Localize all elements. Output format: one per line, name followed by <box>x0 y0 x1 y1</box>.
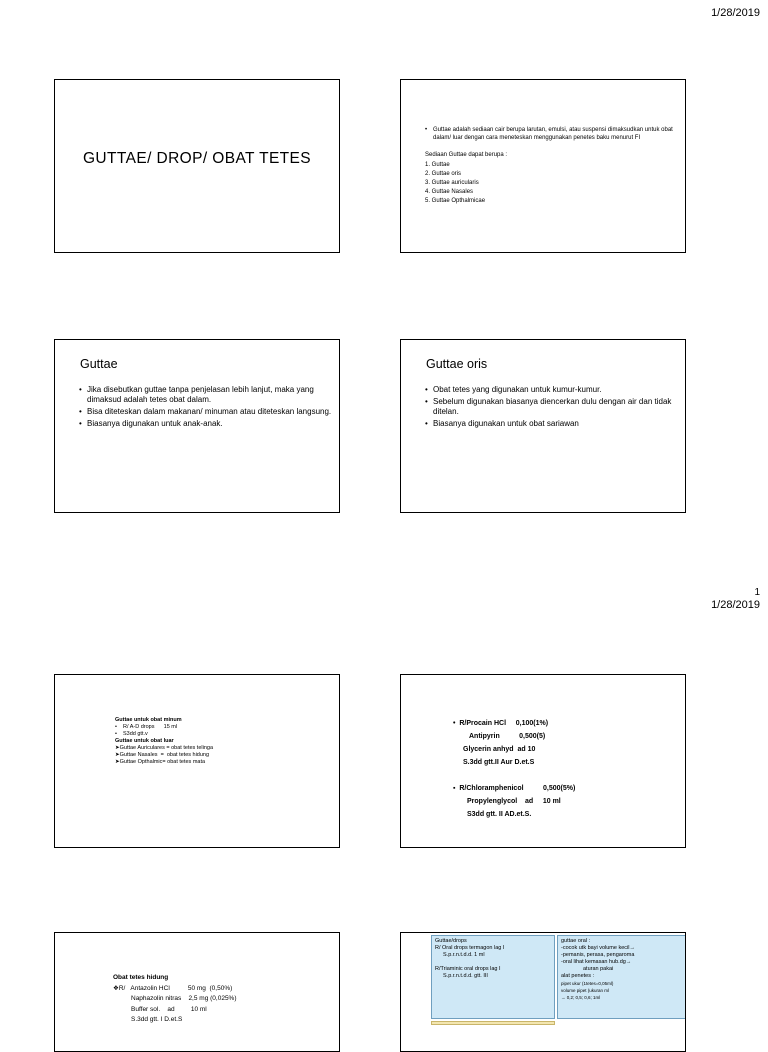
box-line: -pemanis, perasa, pengaroma <box>561 952 635 958</box>
box-line: pipet ukur (1tetes=0,05ml) <box>561 981 614 986</box>
recipe-line: • R/Procain HCl 0,100(1%) <box>453 720 549 727</box>
diamond-bullet-icon: ❖ <box>113 984 119 992</box>
box-line: S.p.r.n.t.d.d. 1 ml <box>443 952 485 958</box>
box-line: -cocok utk bayi volume kecil→ <box>561 945 635 951</box>
list-item: • Biasanya digunakan untuk anak-anak. <box>79 419 335 429</box>
slide-guttae-oris <box>400 339 686 513</box>
slide-4-title: Guttae oris <box>426 357 488 371</box>
arrow-right-icon: → <box>625 959 632 965</box>
list-item: 5. Guttae Opthalmicae <box>425 197 486 204</box>
list-item: ➤Guttae Auriculares = obat tetes telinga <box>115 745 214 751</box>
recipe-line: S3dd gtt. II AD.et.S. <box>467 811 532 818</box>
arrow-icon: ➤ <box>115 745 120 751</box>
list-item: 2. Guttae oris <box>425 170 462 177</box>
page-date-mid: 1/28/2019 <box>711 599 760 611</box>
slide-guttae-uses <box>54 674 340 848</box>
box-line: volume pipet (ukuran ml <box>561 988 610 993</box>
slide-nasal-drops <box>54 932 340 1052</box>
recipe-line: S.3dd gtt. I D.et.S <box>131 1016 183 1023</box>
list-item: • R/ A-D drops 15 ml <box>115 724 335 731</box>
box-line: guttae oral : <box>561 938 591 944</box>
page-date-top: 1/28/2019 <box>711 7 760 19</box>
recipe-line: Antipyrin 0,500(5) <box>469 733 546 740</box>
list-item: • S3dd gtt.v <box>115 731 335 738</box>
recipe-line: Naphazolin nitras 2,5 mg (0,025%) <box>131 995 237 1002</box>
slide-7-heading: Obat tetes hidung <box>113 974 169 981</box>
slide-guttae <box>54 339 340 513</box>
list-item: ➤Guttae Nasales = obat tetes hidung <box>115 752 210 758</box>
list-item: ➤Guttae Opthalmic= obat tetes mata <box>115 759 206 765</box>
slide-5-heading-internal: Guttae untuk obat minum <box>115 717 182 723</box>
box-line: aturan pakai <box>583 966 614 972</box>
box-line: Guttae/drops <box>435 938 467 944</box>
box-line: alat penetes : <box>561 973 595 979</box>
oral-drops-examples-box <box>431 935 555 1019</box>
oral-drops-notes-box <box>557 935 686 1019</box>
arrow-icon: ➤ <box>115 759 120 765</box>
arrow-right-icon: → <box>561 995 566 1000</box>
page-number: 1 <box>754 587 760 598</box>
slide-2-list-heading: Sediaan Guttae dapat berupa : <box>425 152 508 158</box>
list-item: • Jika disebutkan guttae tanpa penjelasan lebih lanjut, maka yang dimaksud adalah tetes obat dalam. <box>79 385 335 405</box>
arrow-right-icon: → <box>629 945 635 951</box>
slide-2-list <box>425 161 677 206</box>
box-line: R/Triaminic oral drops lag I <box>435 966 501 972</box>
list-item: • Biasanya digunakan untuk obat sariawan <box>425 419 681 429</box>
arrow-icon: ➤ <box>115 752 120 758</box>
list-item: • Sebelum digunakan biasanya diencerkan dulu dengan air dan tidak ditelan. <box>425 397 681 417</box>
recipe-line: S.3dd gtt.II Aur D.et.S <box>463 759 535 766</box>
slide-8-bottom-bar <box>431 1021 555 1025</box>
list-item: 1. Guttae <box>425 161 450 168</box>
slide-ear-drops <box>400 674 686 848</box>
slide-title <box>54 79 340 253</box>
box-line: → 0,2; 0,5; 0,6; 1ml <box>561 995 601 1000</box>
slide-2-bullet: • Guttae adalah sediaan cair berupa larutan, emulsi, atau suspensi dimaksudkan untuk obat dalam/ luar dengan cara meneteskan menggunakan penetes baku menurut FI <box>425 127 677 142</box>
list-item: 4. Guttae Nasales <box>425 188 474 195</box>
slide-3-title: Guttae <box>80 357 118 371</box>
box-line: S.p.r.n.t.d.d. gtt. III <box>443 973 488 979</box>
list-item: 3. Guttae auricularis <box>425 179 479 186</box>
recipe-line: Propylenglycol ad 10 ml <box>467 798 561 805</box>
recipe-line: ❖R/ Antazolin HCl 50 mg (0,50%) <box>113 984 233 992</box>
list-item: • Obat tetes yang digunakan untuk kumur-kumur. <box>425 385 681 395</box>
slide-oral-drops <box>400 932 686 1052</box>
box-line: -oral lihat kemasan hub.dg→ <box>561 959 632 965</box>
recipe-line: ▪ R/Chloramphenicol 0,500(5%) <box>453 785 576 792</box>
box-line: R/ Oral drops termagon lag I <box>435 945 505 951</box>
slide-definition <box>400 79 686 253</box>
slide-5-heading-external: Guttae untuk obat luar <box>115 738 174 744</box>
recipe-line: Buffer sol. ad 10 ml <box>131 1005 207 1013</box>
list-item: • Bisa diteteskan dalam makanan/ minuman atau diteteskan langsung. <box>79 407 335 417</box>
slide-1-title: GUTTAE/ DROP/ OBAT TETES <box>82 150 312 167</box>
recipe-line: Glycerin anhyd ad 10 <box>463 746 536 753</box>
